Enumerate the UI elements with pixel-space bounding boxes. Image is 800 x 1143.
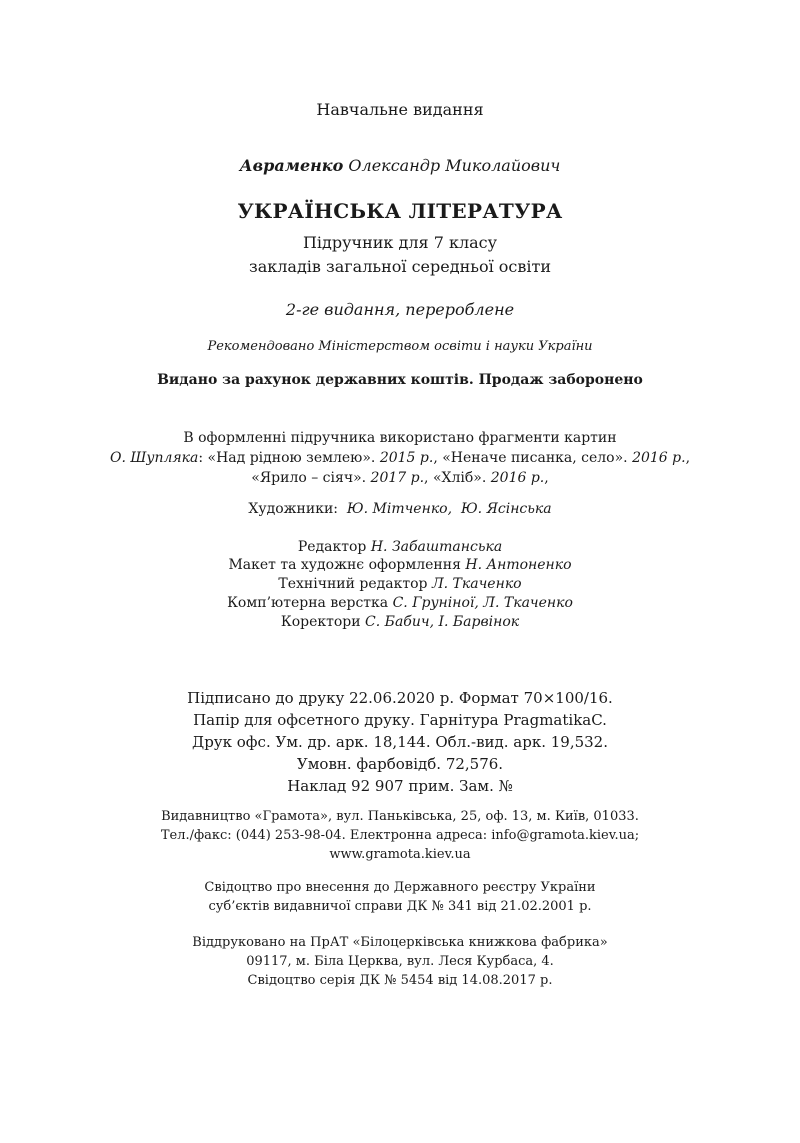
print-info-line-3: Друк офс. Ум. др. арк. 18,144. Обл.-вид. арк. 19,532. xyxy=(192,733,608,751)
doc-type: Навчальне видання xyxy=(316,100,484,119)
funding-notice: Видано за рахунок державних коштів. Продаж заборонено xyxy=(157,372,643,388)
print-info-line-4: Умовн. фарбовідб. 72,576. xyxy=(296,755,504,773)
publisher-line-2: Тел./факс: (044) 253-98-04. Електронна адреса: info@gramota.kiev.ua; xyxy=(160,828,640,843)
print-info-line-2: Папір для офсетного друку. Гарнітура PragmatikaC. xyxy=(193,711,607,729)
recommendation: Рекомендовано Міністерством освіти і науки України xyxy=(207,339,593,354)
credit-layout: Макет та художнє оформлення Н. Антоненко xyxy=(228,557,572,573)
author-line xyxy=(0,156,800,175)
print-info-line-5: Наклад 92 907 прим. Зам. № xyxy=(287,777,513,795)
printer-line-3: Свідоцтво серія ДК № 5454 від 14.08.2017 р. xyxy=(247,973,553,988)
credit-typesetting: Комп’ютерна верстка С. Груніної, Л. Ткаченко xyxy=(227,595,573,611)
illustrators: Художники: Ю. Мітченко, Ю. Ясінська xyxy=(248,501,552,517)
printer-line-1: Віддруковано на ПрАТ «Білоцерківська книжкова фабрика» xyxy=(192,935,608,950)
publisher-line-1: Видавництво «Грамота», вул. Паньківська, 25, оф. 13, м. Київ, 01033. xyxy=(161,809,639,824)
credit-technical-editor: Технічний редактор Л. Ткаченко xyxy=(278,576,522,592)
credit-proofreaders: Коректори С. Бабич, І. Барвінок xyxy=(280,614,520,630)
publisher-website: www.gramota.kiev.ua xyxy=(329,847,471,862)
print-info-line-1: Підписано до друку 22.06.2020 р. Формат 70×100/16. xyxy=(187,689,613,707)
design-note-line-1: В оформленні підручника використано фрагменти картин xyxy=(183,430,617,446)
subtitle-line-1: Підручник для 7 класу xyxy=(302,233,498,252)
book-title: УКРАЇНСЬКА ЛІТЕРАТУРА xyxy=(237,199,563,223)
edition: 2-ге видання, перероблене xyxy=(285,300,515,319)
design-note-line-3: «Ярило – сіяч». 2017 р., «Хліб». 2016 р., xyxy=(251,470,549,486)
registry-line-1: Свідоцтво про внесення до Державного реєстру України xyxy=(204,880,596,895)
author-given-names: Олександр Миколайович xyxy=(348,156,561,175)
design-note-line-2: О. Шупляка: «Над рідною землею». 2015 р., «Неначе писанка, село». 2016 р., xyxy=(109,450,691,466)
registry-line-2: суб’єктів видавничої справи ДК № 341 від 21.02.2001 р. xyxy=(208,899,592,914)
printer-line-2: 09117, м. Біла Церква, вул. Леся Курбаса, 4. xyxy=(246,954,554,969)
author-surname: Авраменко xyxy=(239,156,344,175)
credit-editor: Редактор Н. Забаштанська xyxy=(297,539,503,555)
subtitle-line-2: закладів загальної середньої освіти xyxy=(248,257,552,276)
